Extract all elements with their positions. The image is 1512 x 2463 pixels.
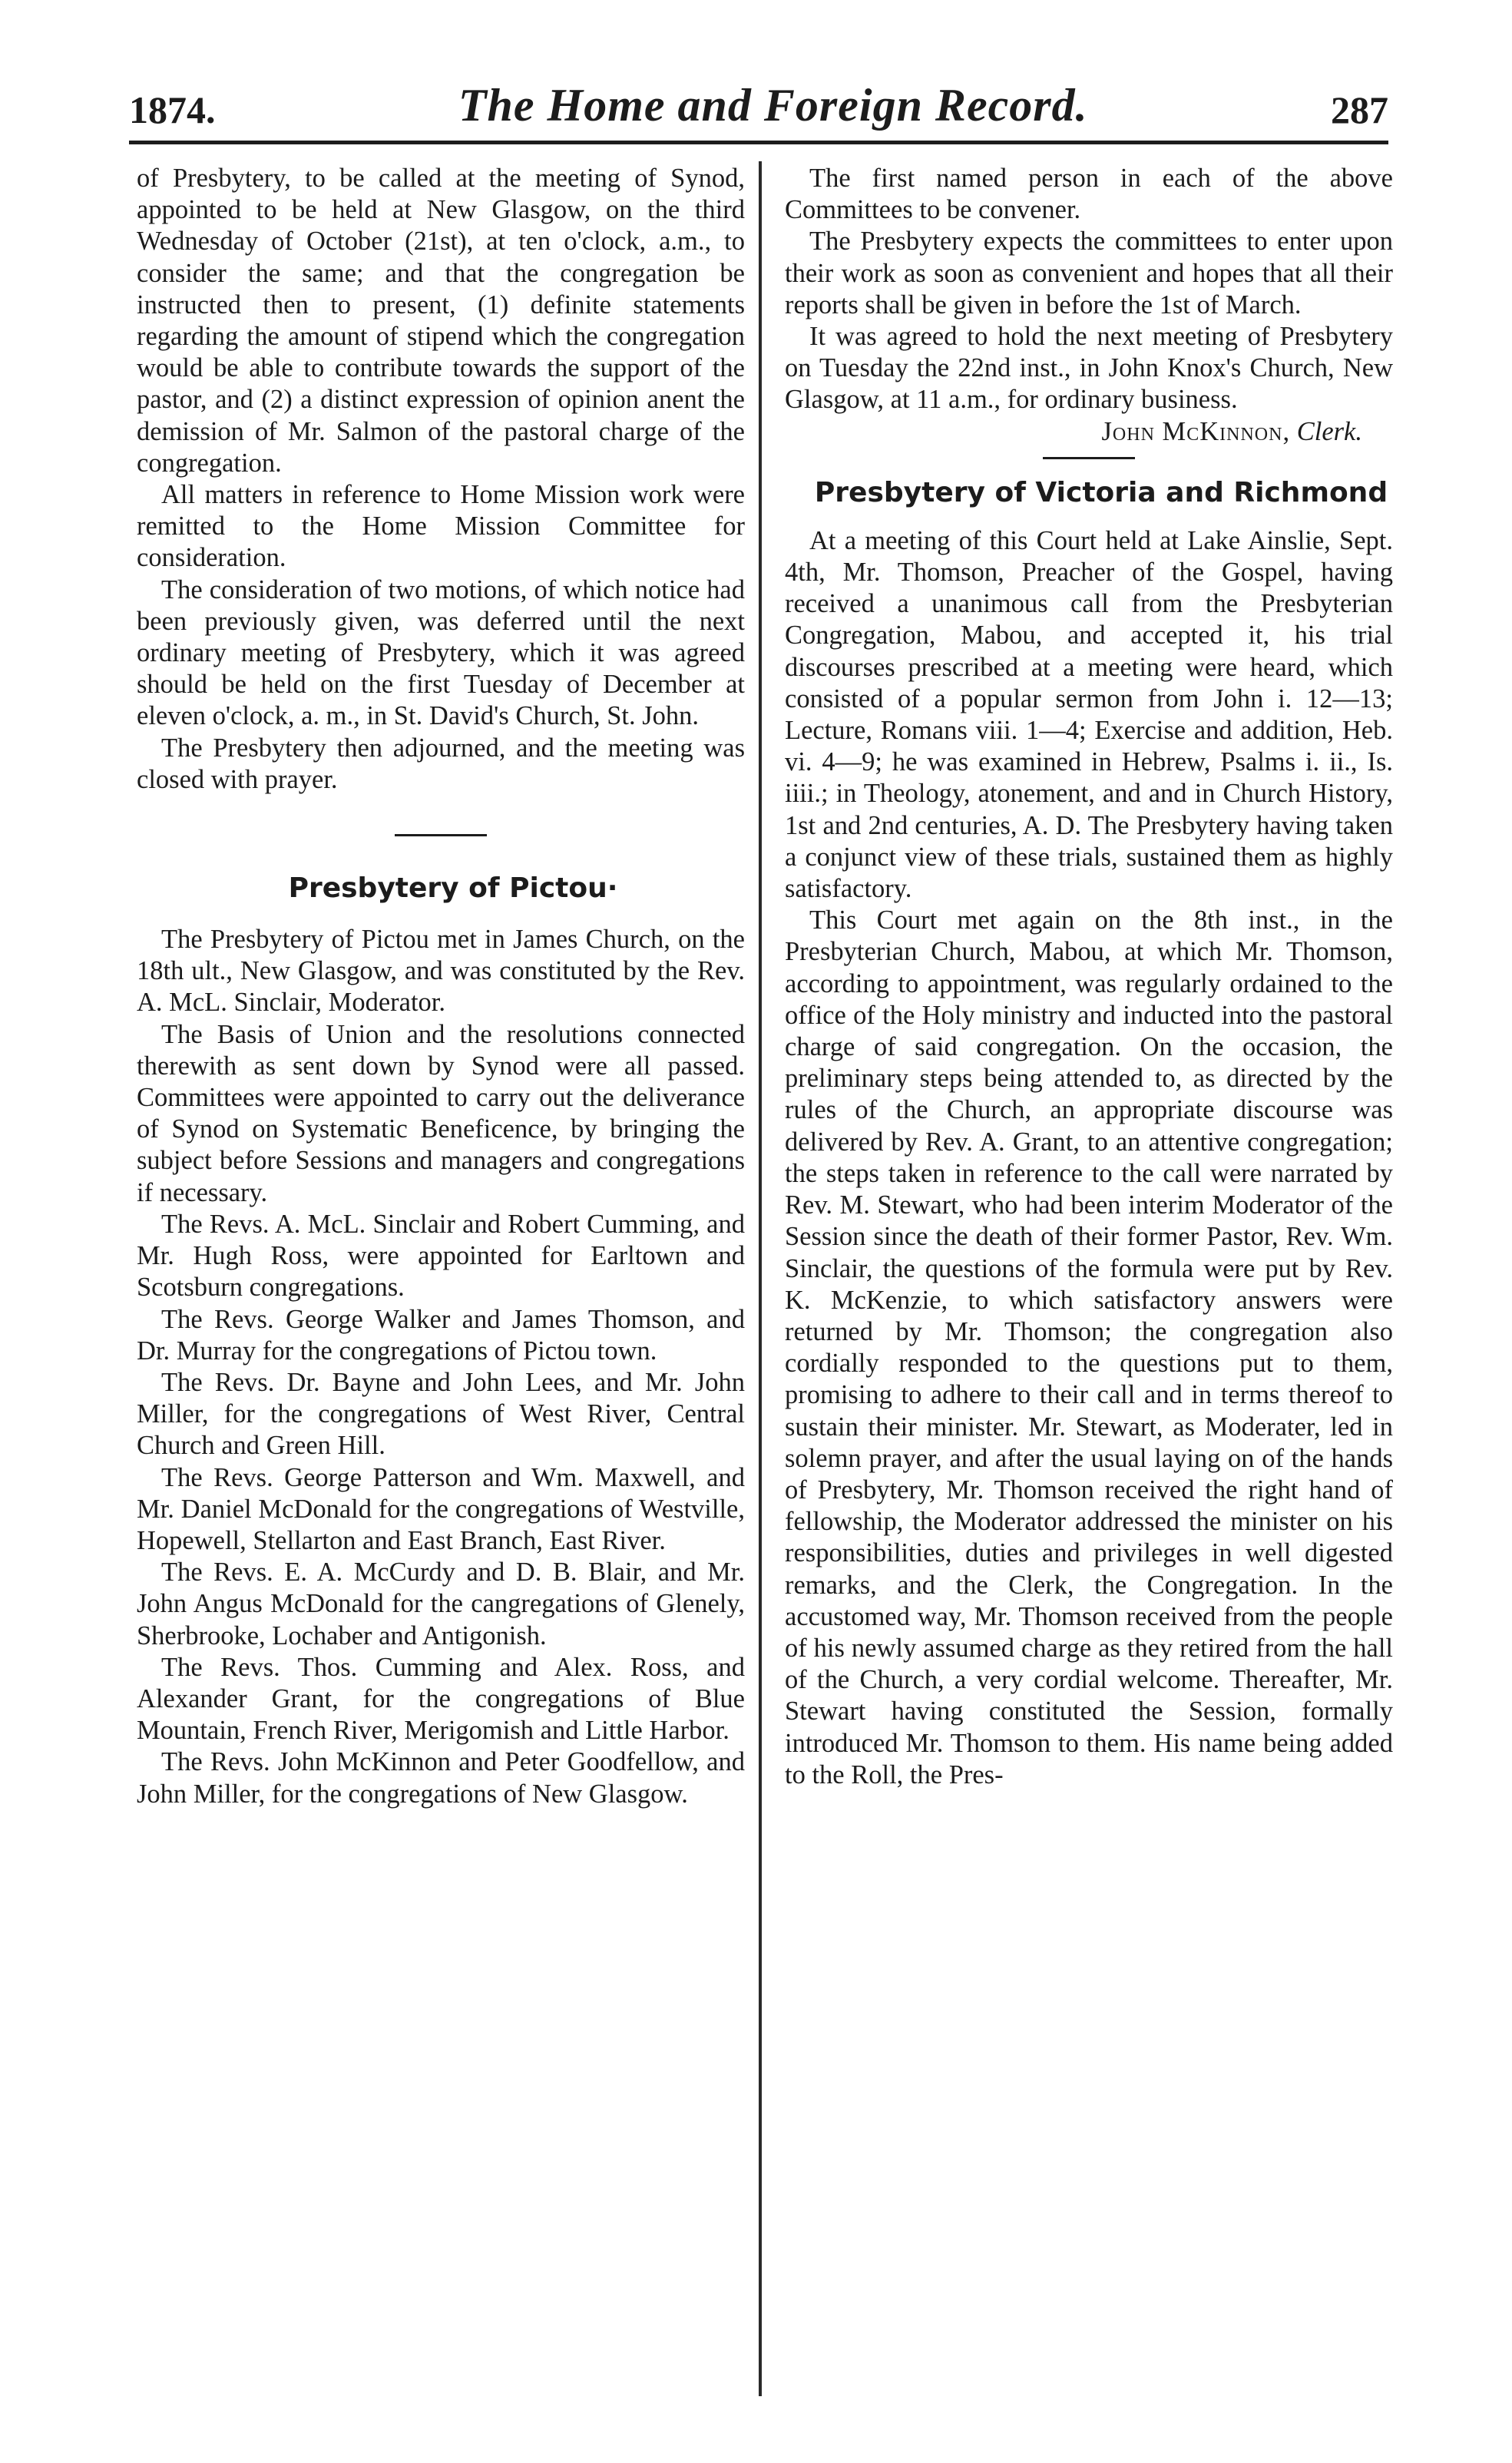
paragraph: The Revs. George Patterson and Wm. Maxwell, and Mr. Daniel McDonald for the congregations of Westville, Hopewell, Stellarton and East Branch, East River. xyxy=(137,1462,745,1555)
column-divider xyxy=(759,161,762,2396)
right-column xyxy=(785,163,1393,1791)
paragraph: The Revs. Thos. Cumming and Alex. Ross, and Alexander Grant, for the congregations of Blue Mountain, French River, Merigomish and Little Harbor. xyxy=(137,1652,745,1746)
paragraph: All matters in reference to Home Mission work were remitted to the Home Mission Committee for consideration. xyxy=(137,480,745,573)
paragraph: The first named person in each of the above Committees to be convener. xyxy=(785,164,1393,225)
paragraph: The Presbytery of Pictou met in James Church, on the 18th ult., New Glasgow, and was constituted by the Rev. A. McL. Sinclair, Moderator. xyxy=(137,925,745,1018)
paragraph: The consideration of two motions, of which notice had been previously given, was deferred until the next ordinary meeting of Presbytery, which it was agreed should be held on the first Tuesday of December at eleven o'clock, a. m., in St. David's Church, St. John. xyxy=(137,574,745,731)
paragraph: It was agreed to hold the next meeting of Presbytery on Tuesday the 22nd inst., in John Knox's Church, New Glasgow, at 11 a.m., for ordinary business. xyxy=(785,322,1393,415)
header-rule xyxy=(129,141,1388,144)
paragraph: The Revs. E. A. McCurdy and D. B. Blair, and Mr. John Angus McDonald for the cangregations of Glenely, Sherbrooke, Lochaber and Antigonish. xyxy=(137,1558,745,1650)
paragraph: of Presbytery, to be called at the meeting of Synod, appointed to be held at New Glasgow, on the third Wednesday of October (21st), at ten o'clock, a.m., to consider the same; and that the congregation be instructed then to present, (1) definite statements regarding the amount of stipend which the congregation would be able to contribute towards the support of the pastor, and (2) a distinct expression of opinion anent the demission of Mr. Salmon of the pastoral charge of the congregation. xyxy=(137,164,745,478)
signature-name: John McKinnon, xyxy=(1101,416,1291,446)
paragraph: The Presbytery expects the committees to enter upon their work as soon as convenient and hopes that all their reports shall be given in before the 1st of March. xyxy=(785,227,1393,319)
paragraph: The Revs. John McKinnon and Peter Goodfellow, and John Miller, for the congregations of New Glasgow. xyxy=(137,1747,745,1809)
header-title: The Home and Foreign Record. xyxy=(458,80,1088,131)
section-heading: Presbytery of Victoria and Richmond xyxy=(814,476,1388,508)
paragraph: The Revs. A. McL. Sinclair and Robert Cumming, and Mr. Hugh Ross, were appointed for Earltown and Scotsburn congregations. xyxy=(137,1209,745,1303)
paragraph: The Presbytery then adjourned, and the meeting was closed with prayer. xyxy=(137,733,745,794)
page-number: 287 xyxy=(1330,88,1388,131)
paragraph: This Court met again on the 8th inst., in the Presbyterian Church, Mabou, at which Mr. Thomson, according to appointment, was regularly ordained to the office of the Holy ministry and inducted into the pastoral charge of said congregation. On the occasion, the preliminary steps being attended to, as directed by the rules of the Church, an appropriate discourse was delivered by Rev. A. Grant, to an attentive congregation; the steps taken in reference to the call were narrated by Rev. M. Stewart, who had been interim Moderator of the Session since the death of their former Pastor, Rev. Wm. Sinclair, the questions of the formula were put by Rev. K. McKenzie, to which satisfactory answers were returned by Mr. Thomson; the congregation also cordially responded to the questions put to them, promising to adhere to their call and in terms thereof to sustain their minister. Mr. Stewart, as Moderater, led in solemn prayer, and after the usual laying on of the hands of Presbytery, Mr. Thomson received the right hand of fellowship, the Moderator addressed the minister on his responsibilities, duties and privileges in well digested remarks, and the Clerk, the Congregation. In the accustomed way, Mr. Thomson received from the people of his newly assumed charge as they retired from the hall of the Church, a very cordial welcome. Thereafter, Mr. Stewart having constituted the Session, formally introduced Mr. Thomson to them. His name being added to the Roll, the Pres- xyxy=(785,905,1393,1789)
signature xyxy=(785,416,1393,448)
paragraph: The Basis of Union and the resolutions connected therewith as sent down by Synod were all passed. Committees were appointed to carry out the deliverance of Synod on Systematic Beneficence, by bringing the subject before Sessions and managers and congregations if necessary. xyxy=(137,1019,745,1207)
paragraph: The Revs. Dr. Bayne and John Lees, and Mr. John Miller, for the congregations of West River, Central Church and Green Hill. xyxy=(137,1367,745,1461)
signature-role: Clerk. xyxy=(1296,416,1362,446)
paragraph: The Revs. George Walker and James Thomson, and Dr. Murray for the congregations of Pictou town. xyxy=(137,1304,745,1366)
header-year: 1874. xyxy=(129,88,216,131)
paragraph: At a meeting of this Court held at Lake Ainslie, Sept. 4th, Mr. Thomson, Preacher of the Gospel, having received a unanimous call from the Presbyterian Congregation, Mabou, and accepted it, his trial discourses prescribed at a meeting were heard, which consisted of a popular sermon from John i. 12—13; Lecture, Romans viii. 1—4; Exercise and addition, Heb. vi. 4—9; he was examined in Hebrew, Psalms i. ii., Is. iiii.; in Theology, atonement, and and in Church History, 1st and 2nd centuries, A. D. The Presbytery having taken a conjunct view of these trials, sustained them as highly satisfactory. xyxy=(785,525,1393,904)
left-column xyxy=(137,163,745,1810)
section-heading: Presbytery of Pictou· xyxy=(288,872,618,905)
running-header xyxy=(129,71,1388,132)
